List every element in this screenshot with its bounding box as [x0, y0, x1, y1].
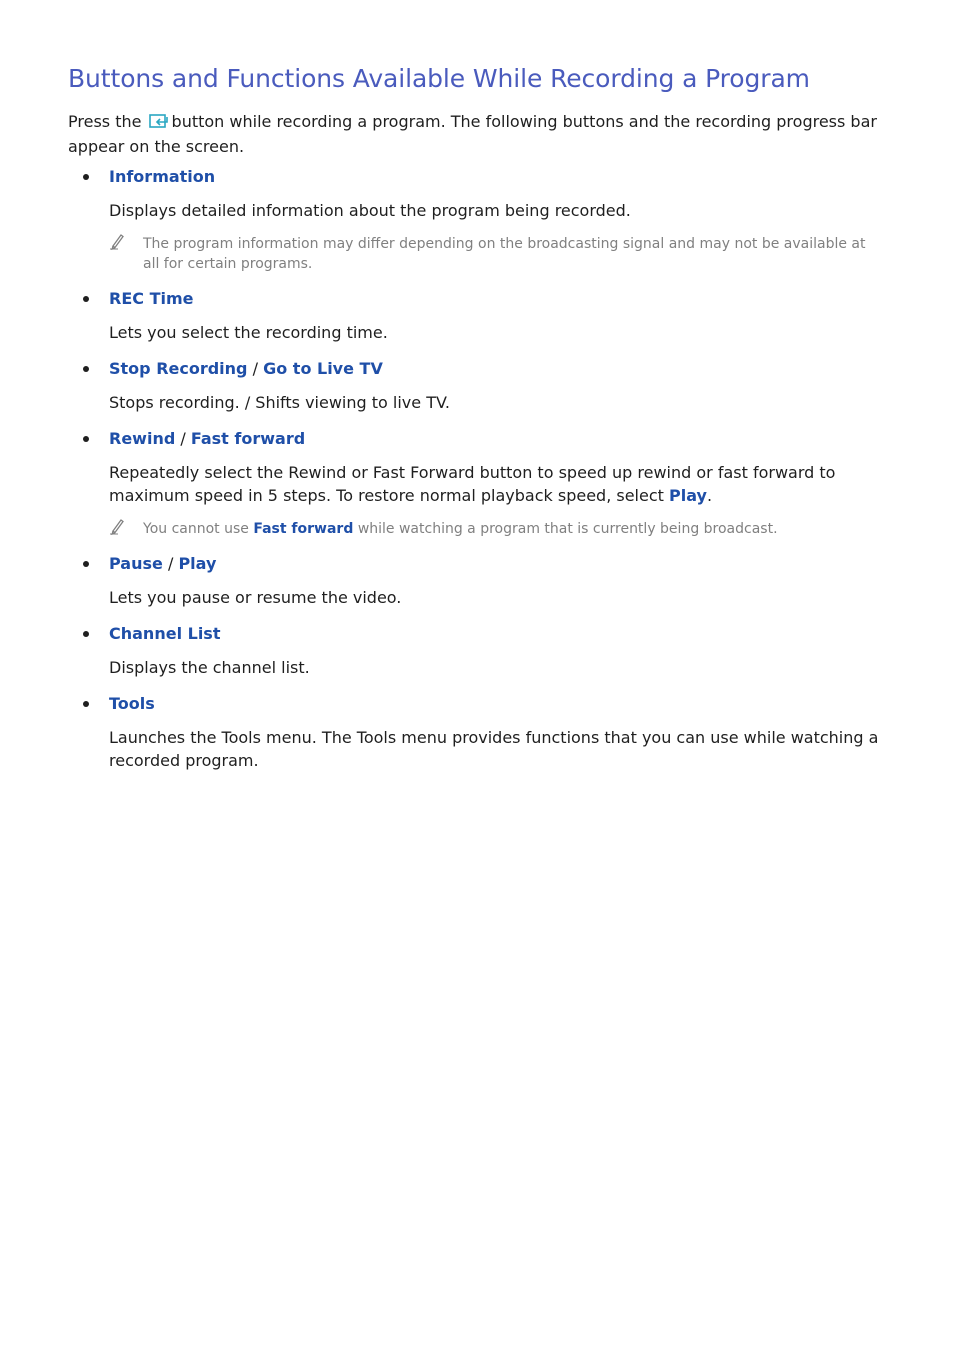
- note: [109, 234, 880, 274]
- title-separator: /: [167, 554, 174, 573]
- tools-link[interactable]: Tools: [109, 694, 155, 713]
- list-item-information: [68, 165, 880, 274]
- item-description: Lets you select the recording time.: [109, 323, 388, 342]
- item-description: Displays detailed information about the program being recorded.: [109, 201, 631, 220]
- item-description: [109, 461, 880, 507]
- item-title: [109, 427, 880, 450]
- list-item-tools: [68, 692, 880, 772]
- item-title: [109, 357, 880, 380]
- desc-text-before: Repeatedly select the Rewind or Fast Forward button to speed up rewind or fast forward to maximum speed in 5 steps. To restore normal playback speed, select: [109, 463, 836, 505]
- channel-list-link[interactable]: Channel List: [109, 624, 221, 643]
- title-separator: /: [180, 429, 186, 448]
- note: [109, 519, 880, 539]
- bullet-icon: [83, 366, 89, 372]
- go-to-live-tv-link[interactable]: Go to Live TV: [263, 359, 383, 378]
- list-item-stop-recording: [68, 357, 880, 414]
- item-description: Launches the Tools menu. The Tools menu provides functions that you can use while watching a recorded program.: [109, 728, 879, 770]
- bullet-icon: [83, 296, 89, 302]
- enter-return-button-icon: [149, 112, 169, 135]
- list-item-channel-list: [68, 622, 880, 679]
- pencil-note-icon: [109, 517, 125, 541]
- fast-forward-note-link[interactable]: Fast forward: [253, 521, 354, 537]
- button-list: [68, 165, 880, 772]
- intro-text-after: button while recording a program. The following buttons and the recording progress bar appear on the screen.: [68, 112, 877, 156]
- item-title: [109, 287, 880, 310]
- intro-paragraph: [68, 110, 880, 158]
- item-description: Stops recording. / Shifts viewing to live TV.: [109, 393, 450, 412]
- play-title-link[interactable]: Play: [178, 554, 217, 573]
- desc-text-after: .: [706, 486, 713, 505]
- item-description: Lets you pause or resume the video.: [109, 588, 402, 607]
- item-title: [109, 622, 880, 645]
- bullet-icon: [83, 561, 89, 567]
- list-item-rec-time: [68, 287, 880, 344]
- list-item-pause: [68, 552, 880, 609]
- intro-text-before: Press the: [68, 112, 142, 131]
- bullet-icon: [83, 436, 89, 442]
- information-link[interactable]: Information: [109, 167, 216, 186]
- item-title: [109, 692, 880, 715]
- bullet-icon: [83, 701, 89, 707]
- note-text-after: while watching a program that is currently being broadcast.: [357, 521, 778, 537]
- bullet-icon: [83, 631, 89, 637]
- item-description: Displays the channel list.: [109, 658, 310, 677]
- note-text-before: You cannot use: [143, 521, 249, 537]
- play-link[interactable]: Play: [669, 486, 707, 505]
- rewind-link[interactable]: Rewind: [109, 429, 176, 448]
- manual-page: [68, 62, 880, 785]
- note-text: The program information may differ depending on the broadcasting signal and may not be available at all for certain programs.: [143, 236, 866, 272]
- pencil-note-icon: [109, 232, 125, 256]
- item-title: [109, 552, 880, 575]
- title-separator: /: [252, 359, 258, 378]
- bullet-icon: [83, 174, 89, 180]
- rec-time-link[interactable]: REC Time: [109, 289, 194, 308]
- stop-recording-link[interactable]: Stop Recording: [109, 359, 248, 378]
- list-item-rewind: [68, 427, 880, 539]
- fast-forward-link[interactable]: Fast forward: [190, 429, 306, 448]
- pause-link[interactable]: Pause: [109, 554, 163, 573]
- page-title: Buttons and Functions Available While Recording a Program: [68, 64, 810, 93]
- item-title: [109, 165, 880, 188]
